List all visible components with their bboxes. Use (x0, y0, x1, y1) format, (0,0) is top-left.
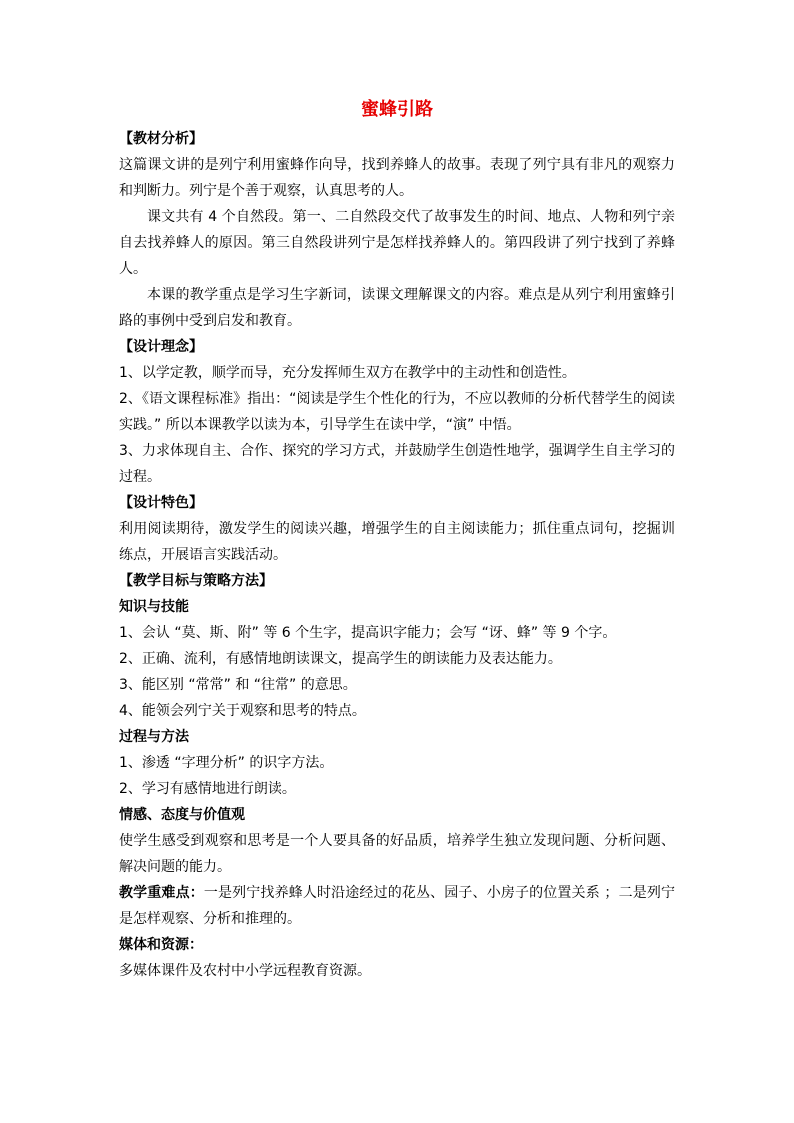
section-heading-design-concept: 【设计理念】 (119, 339, 203, 355)
document-title: 蜜蜂引路 (361, 99, 433, 120)
knowledge-item-3: 3、能区别 “常常” 和 “往常” 的意思。 (119, 677, 357, 693)
textbook-analysis-paragraph-1: 这篇课文讲的是列宁利用蜜蜂作向导，找到养蜂人的故事。表现了列宁具有非凡的观察力和判断力。列宁是个善于观察，认真思考的人。 (119, 157, 675, 199)
method-item-1: 1、渗透 “字理分析” 的识字方法。 (119, 755, 334, 771)
textbook-analysis-paragraph-3: 本课的教学重点是学习生字新词，读课文理解课文的内容。难点是从列宁利用蜜蜂引路的事例中受到启发和教育。 (119, 287, 675, 329)
document-page (119, 96, 675, 984)
section-heading-textbook-analysis: 【教材分析】 (119, 131, 203, 147)
subheading-knowledge-skills: 知识与技能 (119, 599, 189, 615)
media-resources-text: 多媒体课件及农村中小学远程教育资源。 (119, 963, 371, 979)
knowledge-item-4: 4、能领会列宁关于观察和思考的特点。 (119, 703, 366, 719)
key-difficult-points (119, 880, 675, 932)
design-concept-item-3: 3、力求体现自主、合作、探究的学习方式，并鼓励学生创造性地学，强调学生自主学习的过程。 (119, 443, 675, 485)
knowledge-item-2: 2、正确、流利，有感情地朗读课文，提高学生的朗读能力及表达能力。 (119, 651, 562, 667)
section-heading-design-features: 【设计特色】 (119, 495, 203, 511)
key-difficult-points-label: 教学重难点： (119, 885, 204, 901)
emotion-values-paragraph: 使学生感受到观察和思考是一个人要具备的好品质，培养学生独立发现问题、分析问题、解决问题的能力。 (119, 833, 675, 875)
subheading-emotion-values: 情感、态度与价值观 (119, 807, 245, 823)
method-item-2: 2、学习有感情地进行朗读。 (119, 781, 296, 797)
media-resources-label: 媒体和资源： (119, 937, 203, 953)
subheading-process-methods: 过程与方法 (119, 729, 189, 745)
design-features-paragraph: 利用阅读期待，激发学生的阅读兴趣，增强学生的自主阅读能力；抓住重点词句，挖掘训练点，开展语言实践活动。 (119, 521, 675, 563)
textbook-analysis-paragraph-2: 课文共有 4 个自然段。第一、二自然段交代了故事发生的时间、地点、人物和列宁亲自去找养蜂人的原因。第三自然段讲列宁是怎样找养蜂人的。第四段讲了列宁找到了养蜂人。 (119, 209, 675, 277)
design-concept-item-2: 2、《语文课程标准》指出：“阅读是学生个性化的行为，不应以教师的分析代替学生的阅读实践。” 所以本课教学以读为本，引导学生在读中学，“演” 中悟。 (119, 391, 675, 433)
key-difficult-points-text: 一是列宁找养蜂人时沿途经过的花丛、园子、小房子的位置关系 ；二是列宁是怎样观察、分析和推理的。 (119, 885, 676, 927)
design-concept-item-1: 1、以学定教，顺学而导，充分发挥师生双方在教学中的主动性和创造性。 (119, 365, 576, 381)
knowledge-item-1: 1、会认 “莫、斯、附” 等 6 个生字，提高识字能力；会写 “讶、蜂” 等 9 个字。 (119, 625, 617, 641)
section-heading-objectives: 【教学目标与策略方法】 (119, 573, 273, 589)
